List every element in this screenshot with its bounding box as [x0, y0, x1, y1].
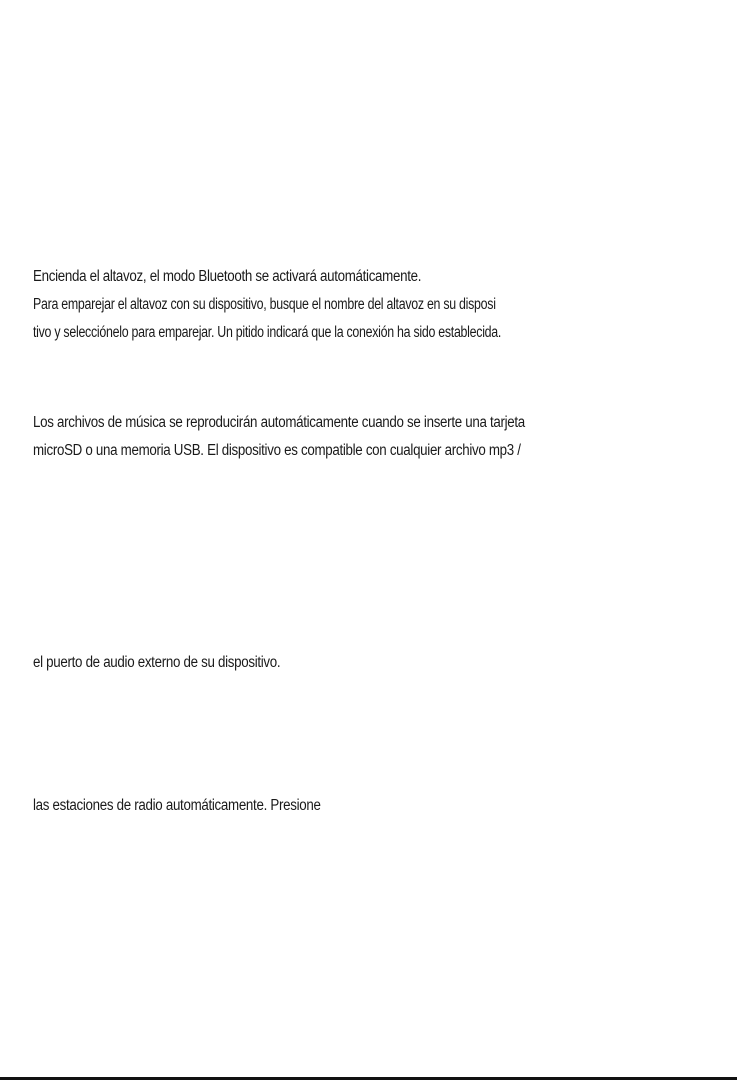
media-text-line-1: Los archivos de música se reproducirán automáticamente cuando se inserte una tarjeta: [33, 414, 525, 431]
bluetooth-text-line-1: Encienda el altavoz, el modo Bluetooth se activará automáticamente.: [33, 268, 422, 285]
radio-text-line-1: las estaciones de radio automáticamente. Presione: [33, 797, 321, 814]
media-text-line-2: microSD o una memoria USB. El dispositivo es compatible con cualquier archivo mp3 /: [33, 442, 521, 459]
aux-text-line-1: el puerto de audio externo de su dispositivo.: [33, 654, 281, 671]
bluetooth-text-line-3: tivo y selecciónelo para emparejar. Un pitido indicará que la conexión ha sido establecida.: [33, 324, 502, 341]
bluetooth-text-line-2: Para emparejar el altavoz con su dispositivo, busque el nombre del altavoz en su disposi: [33, 296, 496, 313]
